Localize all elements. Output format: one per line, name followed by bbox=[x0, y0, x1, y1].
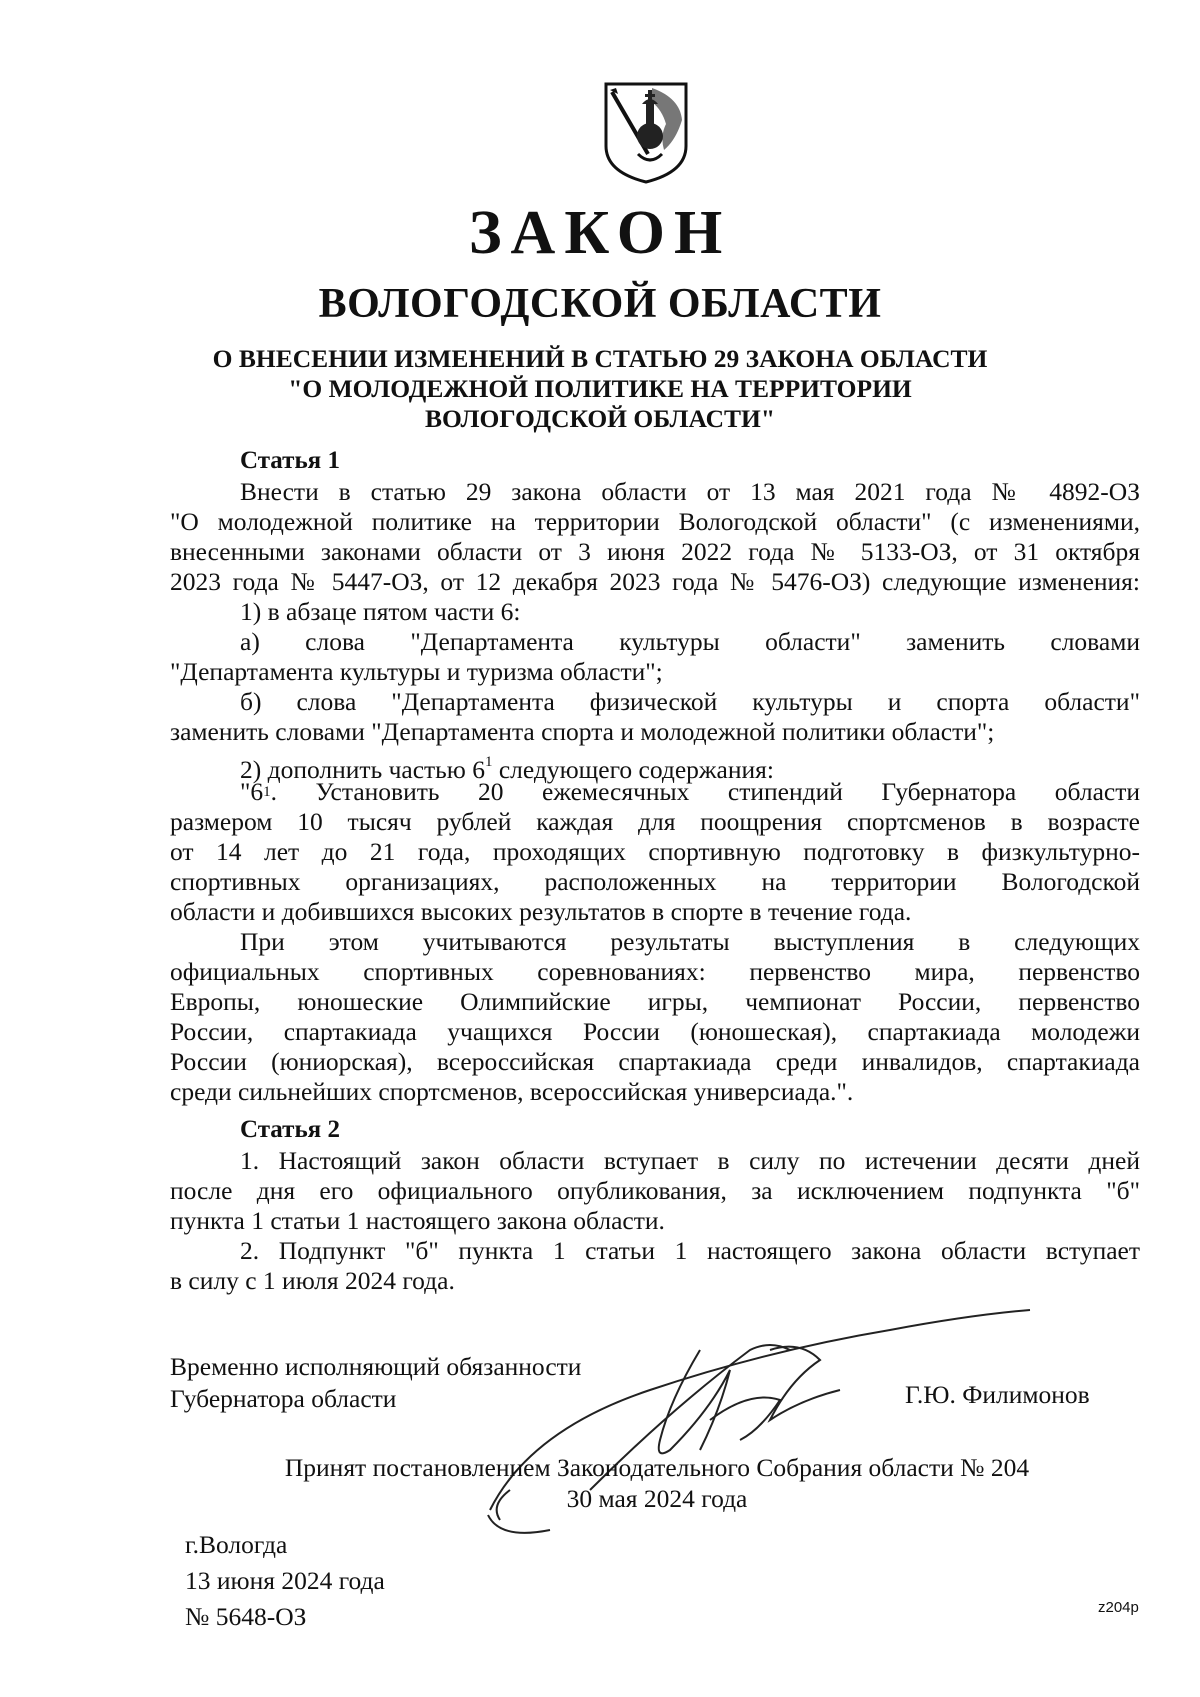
article-1-text-line: внесенными законами области от 3 июня 2022 года № 5133-ОЗ, от 31 октября bbox=[170, 537, 1140, 566]
law-subject-title bbox=[0, 344, 1200, 434]
city: г.Вологда bbox=[185, 1530, 288, 1559]
subject-line: ВОЛОГОДСКОЙ ОБЛАСТИ" bbox=[424, 404, 776, 433]
signing-date: 13 июня 2024 года bbox=[185, 1566, 385, 1595]
article-2-text-line: пункта 1 статьи 1 настоящего закона области. bbox=[170, 1206, 665, 1235]
signatory-position-line: Губернатора области bbox=[170, 1384, 397, 1413]
subject-line: "О МОЛОДЕЖНОЙ ПОЛИТИКЕ НА ТЕРРИТОРИИ bbox=[288, 374, 912, 403]
superscript: 1 bbox=[263, 784, 271, 800]
region-title: ВОЛОГОДСКОЙ ОБЛАСТИ bbox=[318, 281, 882, 327]
vologda-coat-of-arms-icon bbox=[602, 80, 690, 186]
article-1-text-line: При этом учитываются результаты выступления в следующих bbox=[240, 927, 1140, 956]
part-ref-text: следующего содержания: bbox=[498, 755, 774, 784]
article-1-text-line: среди сильнейших спортсменов, всероссийская универсиада.". bbox=[170, 1077, 854, 1106]
article-1-heading: Статья 1 bbox=[240, 447, 340, 474]
article-1-text-line: "О молодежной политике на территории Вологодской области" (с изменениями, bbox=[170, 507, 1140, 536]
article-1-text-line: от 14 лет до 21 года, проходящих спортивную подготовку в физкультурно- bbox=[170, 837, 1140, 866]
superscript: 1 bbox=[484, 754, 493, 770]
article-1-text-line: "Департамента культуры и туризма области"; bbox=[170, 657, 663, 686]
article-1-text-line: России (юниорская), всероссийская спартакиада среди инвалидов, спартакиада bbox=[170, 1047, 1140, 1076]
signatory-position-line: Временно исполняющий обязанности bbox=[170, 1352, 582, 1381]
article-2-text-line: после дня его официального опубликования, за исключением подпункта "б" bbox=[170, 1176, 1140, 1205]
article-1-text-line: Европы, юношеские Олимпийские игры, чемпионат России, первенство bbox=[170, 987, 1140, 1016]
article-1-text-line: официальных спортивных соревнованиях: первенство мира, первенство bbox=[170, 957, 1140, 986]
subject-line: О ВНЕСЕНИИ ИЗМЕНЕНИЙ В СТАТЬЮ 29 ЗАКОНА ОБЛАСТИ bbox=[212, 344, 988, 373]
article-1-text-line: Внести в статью 29 закона области от 13 мая 2021 года № 4892-ОЗ bbox=[240, 477, 1140, 506]
article-2-heading: Статья 2 bbox=[240, 1116, 340, 1143]
article-1-text-line: России, спартакиада учащихся России (юношеская), спартакиада молодежи bbox=[170, 1017, 1140, 1046]
quote-text: . Установить 20 ежемесячных стипендий Губернатора области bbox=[270, 777, 1140, 806]
article-1-text-line bbox=[240, 777, 1140, 807]
article-2-text-line: в силу с 1 июля 2024 года. bbox=[170, 1266, 455, 1295]
article-1-text-line: а) слова "Департамента культуры области" заменить словами bbox=[240, 627, 1140, 656]
signatory-name: Г.Ю. Филимонов bbox=[905, 1380, 1090, 1409]
article-2-text-line: 2. Подпункт "б" пункта 1 статьи 1 настоящего закона области вступает bbox=[240, 1236, 1140, 1265]
article-1-text-line: спортивных организациях, расположенных на территории Вологодской bbox=[170, 867, 1140, 896]
adoption-line: Принят постановлением Законодательного Собрания области № 204 bbox=[284, 1453, 1030, 1482]
document-type-title: ЗАКОН bbox=[468, 199, 732, 267]
article-1-text-line: б) слова "Департамента физической культуры и спорта области" bbox=[240, 687, 1140, 716]
article-1-text-line: 2023 года № 5447-ОЗ, от 12 декабря 2023 года № 5476-ОЗ) следующие изменения: bbox=[170, 567, 1140, 596]
article-1-text-line: области и добившихся высоких результатов в спорте в течение года. bbox=[170, 897, 912, 926]
law-number: № 5648-ОЗ bbox=[185, 1602, 307, 1631]
document-code: z204р bbox=[1098, 1599, 1139, 1616]
part-ref-text: 2) дополнить частью 6 bbox=[240, 755, 485, 784]
article-1-text-line: 1) в абзаце пятом части 6: bbox=[240, 597, 521, 626]
article-1-text-line: заменить словами "Департамента спорта и молодежной политики области"; bbox=[170, 717, 995, 746]
quote-open-number: "6 bbox=[240, 777, 264, 806]
article-1-text-line: размером 10 тысяч рублей каждая для поощрения спортсменов в возрасте bbox=[170, 807, 1140, 836]
adoption-date: 30 мая 2024 года bbox=[566, 1484, 748, 1513]
article-2-text-line: 1. Настоящий закон области вступает в силу по истечении десяти дней bbox=[240, 1146, 1140, 1175]
